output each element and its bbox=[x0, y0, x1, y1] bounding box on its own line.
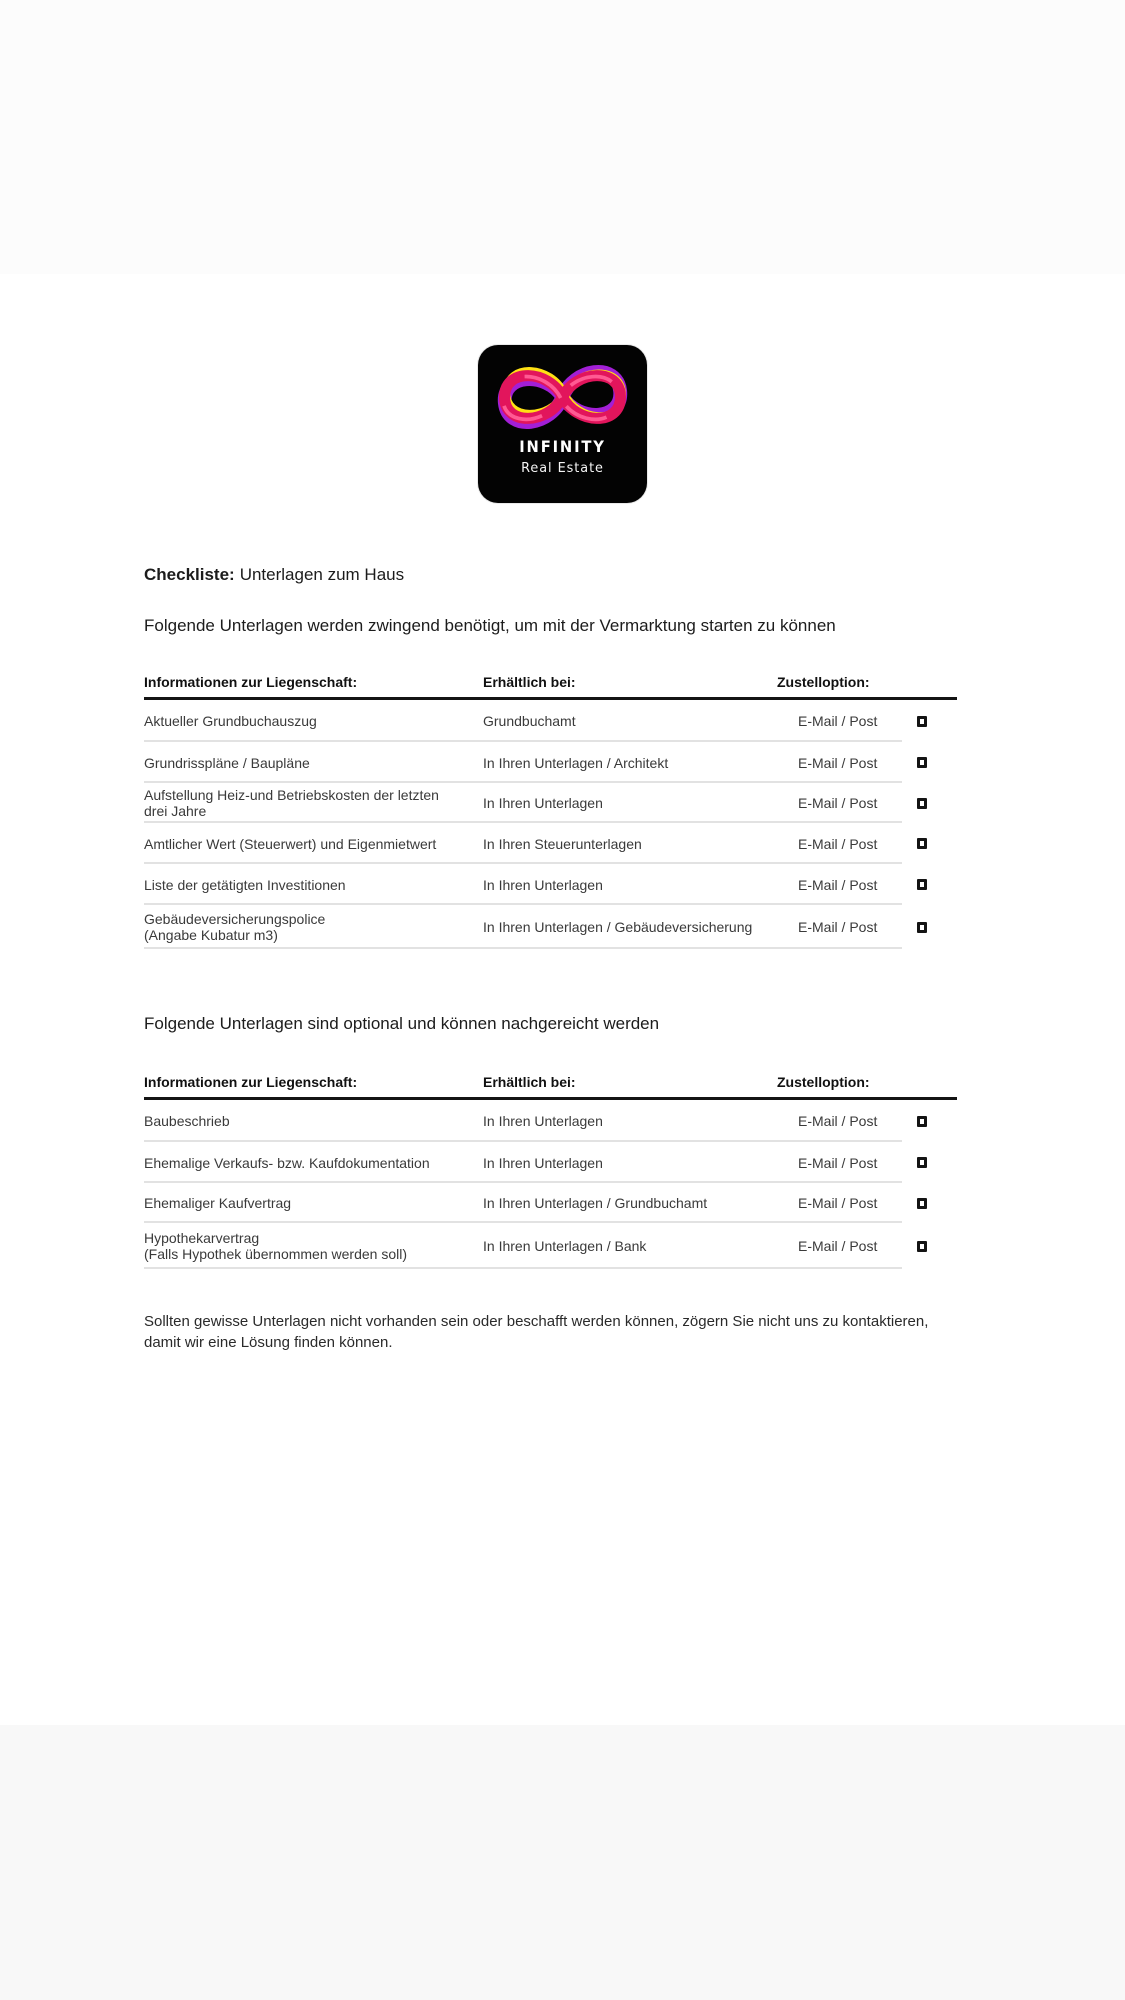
column-header-info: Informationen zur Liegenschaft: bbox=[144, 1074, 358, 1090]
delivery-option-text: E-Mail / Post bbox=[798, 919, 878, 935]
document-name bbox=[144, 755, 483, 771]
delivery-checkbox[interactable] bbox=[917, 757, 927, 768]
company-logo bbox=[478, 345, 647, 503]
delivery-checkbox[interactable] bbox=[917, 879, 927, 890]
document-name bbox=[144, 877, 483, 893]
source-text: In Ihren Unterlagen bbox=[483, 1113, 603, 1129]
top-background-band bbox=[0, 0, 1125, 274]
footer-note-line2: damit wir eine Lösung finden können. bbox=[144, 1334, 393, 1351]
optional-documents-table bbox=[144, 1064, 957, 1269]
optional-section-intro: Folgende Unterlagen sind optional und können nachgereicht werden bbox=[144, 1014, 660, 1033]
table-row bbox=[144, 823, 957, 864]
table-row bbox=[144, 700, 957, 742]
document-name-text: Amtlicher Wert (Steuerwert) und Eigenmietwert bbox=[144, 835, 437, 852]
source-text: In Ihren Unterlagen / Architekt bbox=[483, 754, 669, 771]
delivery-option-text: E-Mail / Post bbox=[798, 1154, 878, 1171]
document-name-text: Baubeschrieb bbox=[144, 1113, 230, 1129]
delivery-option-text: E-Mail / Post bbox=[798, 835, 878, 852]
required-documents-table bbox=[144, 664, 957, 949]
table-row bbox=[144, 1223, 957, 1269]
table-header-row bbox=[144, 1064, 957, 1100]
delivery-checkbox[interactable] bbox=[917, 922, 927, 933]
delivery-option-text: E-Mail / Post bbox=[798, 754, 878, 771]
document-name-text-line2: (Angabe Kubatur m3) bbox=[144, 927, 278, 943]
delivery-option-text: E-Mail / Post bbox=[798, 1238, 878, 1254]
table-row bbox=[144, 905, 957, 949]
document-name bbox=[144, 787, 483, 819]
delivery-option-text: E-Mail / Post bbox=[798, 1113, 878, 1129]
document-name bbox=[144, 713, 483, 729]
delivery-option-text: E-Mail / Post bbox=[798, 713, 878, 729]
document-name-text: Ehemalige Verkaufs- bzw. Kaufdokumentation bbox=[144, 1154, 430, 1171]
table-row bbox=[144, 742, 957, 783]
source-text: In Ihren Unterlagen bbox=[483, 876, 603, 893]
page-title-text: Unterlagen zum Haus bbox=[239, 565, 405, 584]
document-name bbox=[144, 1230, 483, 1262]
column-header-delivery: Zustelloption: bbox=[777, 674, 870, 690]
delivery-checkbox[interactable] bbox=[917, 716, 927, 727]
document-name-text: Aktueller Grundbuchauszug bbox=[144, 713, 317, 729]
table-row bbox=[144, 864, 957, 905]
footer-note bbox=[144, 1311, 1024, 1353]
source-text: In Ihren Unterlagen / Bank bbox=[483, 1238, 647, 1254]
delivery-option-text: E-Mail / Post bbox=[798, 1195, 878, 1211]
table-row bbox=[144, 1100, 957, 1142]
column-header-source: Erhältlich bei: bbox=[483, 674, 576, 690]
source-text: In Ihren Unterlagen / Grundbuchamt bbox=[483, 1195, 708, 1211]
document-name-text: Grundrisspläne / Baupläne bbox=[144, 754, 310, 771]
document-name-text: Ehemaliger Kaufvertrag bbox=[144, 1195, 292, 1211]
document-name bbox=[144, 1155, 483, 1171]
delivery-option-text: E-Mail / Post bbox=[798, 795, 878, 811]
logo-tagline: Real Estate bbox=[521, 460, 604, 476]
column-header-info: Informationen zur Liegenschaft: bbox=[144, 674, 358, 690]
delivery-option-text: E-Mail / Post bbox=[798, 876, 878, 893]
document-name-text-line2: drei Jahre bbox=[144, 803, 207, 819]
delivery-checkbox[interactable] bbox=[917, 1116, 927, 1127]
footer-note-line1: Sollten gewisse Unterlagen nicht vorhanden sein oder beschafft werden können, zögern Sie nicht uns zu kontaktieren, bbox=[144, 1313, 929, 1330]
table-row bbox=[144, 783, 957, 823]
page-title-label: Checkliste: bbox=[144, 565, 235, 584]
required-section-intro: Folgende Unterlagen werden zwingend benötigt, um mit der Vermarktung starten zu können bbox=[144, 616, 836, 635]
source-text: In Ihren Unterlagen bbox=[483, 1154, 603, 1171]
page-title bbox=[144, 563, 404, 587]
logo-brand-name: INFINITY bbox=[519, 437, 606, 456]
delivery-checkbox[interactable] bbox=[917, 798, 927, 809]
table-row bbox=[144, 1183, 957, 1223]
document-name bbox=[144, 911, 483, 943]
document-name-text: Gebäudeversicherungspolice bbox=[144, 911, 326, 927]
document-name bbox=[144, 1195, 483, 1211]
bottom-background-band bbox=[0, 1725, 1125, 2000]
source-text: In Ihren Unterlagen bbox=[483, 795, 603, 811]
infinity-icon bbox=[483, 351, 642, 443]
table-row bbox=[144, 1142, 957, 1183]
table-header-row bbox=[144, 664, 957, 700]
document-name-text: Aufstellung Heiz-und Betriebskosten der letzten bbox=[144, 787, 439, 803]
document-name-text-line2: (Falls Hypothek übernommen werden soll) bbox=[144, 1246, 407, 1262]
document-name-text: Hypothekarvertrag bbox=[144, 1230, 260, 1246]
source-text: In Ihren Steuerunterlagen bbox=[483, 835, 642, 852]
delivery-checkbox[interactable] bbox=[917, 1157, 927, 1168]
column-header-source: Erhältlich bei: bbox=[483, 1074, 576, 1090]
delivery-checkbox[interactable] bbox=[917, 838, 927, 849]
delivery-checkbox[interactable] bbox=[917, 1198, 927, 1209]
delivery-checkbox[interactable] bbox=[917, 1241, 927, 1252]
document-name bbox=[144, 836, 483, 852]
column-header-delivery: Zustelloption: bbox=[777, 1074, 870, 1090]
document-name-text: Liste der getätigten Investitionen bbox=[144, 876, 346, 893]
document-name bbox=[144, 1113, 483, 1129]
source-text: In Ihren Unterlagen / Gebäudeversicherung bbox=[483, 919, 753, 935]
source-text: Grundbuchamt bbox=[483, 713, 576, 729]
